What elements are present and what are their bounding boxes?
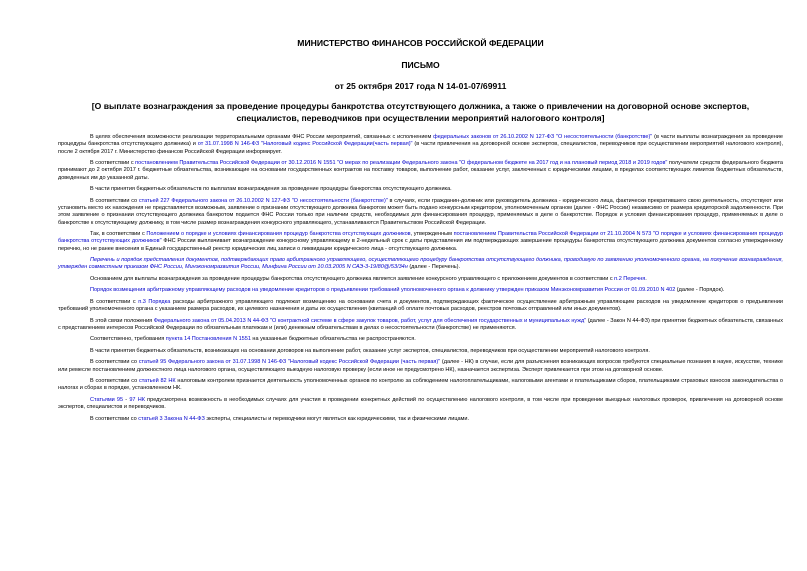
paragraph-text: (далее - Закон N 44-ФЗ) при принятии бюджетных обязательств, связанных с представлением интересов Российской Федерации по обязательным платежам и (или) денежным обязательствам в делах о несостоятельности (банкротстве) не применяются. <box>58 317 784 331</box>
paragraph-text: В этой связи положения <box>90 317 154 324</box>
paragraph <box>58 160 783 182</box>
paragraph-text: В соответствии со <box>90 415 139 422</box>
paragraph <box>58 287 783 294</box>
document-link[interactable]: от 31.07.1998 N 146-ФЗ "Налоговый кодекс Российской Федерации(часть первая)" <box>197 141 413 148</box>
paragraph-text: предусмотрена возможность в необходимых случаях для участия в проведении конкретных действий по осуществлению налогового контроля, в том числе при проведении выездных налоговых проверок, привлечения на договорной основе экспертов, специалистов и переводчиков. <box>58 396 783 411</box>
paragraph-text: эксперты, специалисты и переводчики могут являться как юридическими, так и физическими лицами. <box>204 415 469 422</box>
paragraph-text: В соответствии со <box>90 378 139 385</box>
paragraph <box>58 257 783 272</box>
paragraph <box>58 416 783 423</box>
paragraph-text: В соответствии со <box>90 197 139 204</box>
paragraph <box>58 318 783 333</box>
paragraph-text: , утвержденным <box>410 231 454 238</box>
paragraph-text: на указанные бюджетные обязательства не распространяются. <box>250 336 416 343</box>
paragraph <box>58 231 783 253</box>
paragraph-text: Соответственно, требования <box>90 336 166 343</box>
document-link[interactable]: Порядок возмещения арбитражному управляющему расходов на уведомление кредиторов о предъявлении требований уполномоченного органа к должнику утвержден приказом Минэкономразвития России от 01.09.2010 N 402 <box>90 287 676 294</box>
paragraph-text: расходы арбитражного управляющего подлежат возмещению на основании счета и документов, подтверждающих фактическое осуществление арбитражным управляющим расходов на уведомление кредиторов о предъявлении требований уполномоченного органа с указанием размера расходов, их целевого назначения и даты их осуществления (квитанций об оплате почтовых расходов, реестров почтовых отправлений или иных документов). <box>58 298 783 313</box>
paragraph-text: ФНС России выплачивает вознаграждение конкурсному управляющему в 2-недельный срок с даты представления им подтверждающих завершение процедуры банкротства отсутствующего должника документов согласно утвержденному перечню, но не ранее внесения в Единый государственный реестр юридических лиц записи о ликвидации юридического лица - отсутствующего должника. <box>58 238 783 252</box>
paragraph-text: В части принятия бюджетных обязательств по выплатам вознаграждения за проведение процедуры банкротства отсутствующего должника. <box>90 186 452 193</box>
paragraph-text: - <box>123 396 130 403</box>
paragraph-text: (далее - НК) в случае, если для разъяснения возникающих вопросов требуются специальные познания в науке, искусстве, технике или ремесле постановлением должностного лица налогового органа, осуществляющего выездную налоговую проверку (если иное не предусмотрено НК), назначается экспертиза. Эксперт привлекается при этом на договорной основе. <box>58 359 783 373</box>
paragraph-text: В соответствии со <box>90 359 139 366</box>
paragraph <box>58 198 783 227</box>
paragraph-text: . <box>645 275 647 282</box>
document-link[interactable]: Перечень и порядок представления документов, подтверждающих право арбитражного управляющего, осуществляющего процедуру банкротства отсутствующего должника, проводимую по заявлению уполномоченного органа, на получение вознаграждения, утвержден совместным приказом ФНС России, Минэкономразвития России, Минфина России от 10.03.2005 N САЭ-3-19/80@/53/34н <box>58 257 783 271</box>
paragraph <box>58 276 783 283</box>
paragraph <box>58 378 783 393</box>
paragraph <box>58 299 783 314</box>
document-link[interactable]: статьей 227 Федерального закона от 26.10.2002 N 127-ФЗ "О несостоятельности (банкротстве)" <box>138 197 388 204</box>
document-link[interactable]: статьей 3 Закона N 44-ФЗ <box>138 415 205 422</box>
paragraph-text: Так, в соответствии с <box>90 231 147 238</box>
document-link[interactable]: постановлением Правительства Российской Федерации от 21.10.2004 N 573 "О порядке и условиях финансирования процедур банкротства отсутствующих должников" <box>58 231 783 245</box>
document-date-number: от 25 октября 2017 года N 14-01-07/69911 <box>334 81 507 91</box>
paragraph-text: В соответствии с <box>90 160 136 167</box>
document-type: ПИСЬМО <box>401 60 440 70</box>
document-title: [О выплате вознаграждения за проведение процедуры банкротства отсутствующего должника, а также о привлечении на договорной основе экспертов, специалистов, переводчиков при осуществлении мероприятий налогового контроля] <box>91 101 750 123</box>
document-body <box>58 134 783 423</box>
document-link[interactable]: статьей 95 Федерального закона от 31.07.1998 N 146-ФЗ "Налоговый кодекс Российской Федерации (часть первая)" <box>138 359 441 366</box>
document-link[interactable]: статьей 82 НК <box>138 378 176 385</box>
document-link[interactable]: Федерального закона от 05.04.2013 N 44-ФЗ "О контрактной системе в сфере закупок товаров, работ, услуг для обеспечения государственных и муниципальных нужд" <box>153 317 587 324</box>
paragraph <box>58 134 783 156</box>
paragraph <box>58 359 783 374</box>
paragraph-text: налоговым контролем признается деятельность уполномоченных органов по контролю за соблюдением налогоплательщиками, налоговыми агентами и плательщиками сборов, плательщиками страховых взносов законодательства о налогах и сборах в порядке, установленном НК. <box>58 378 783 392</box>
paragraph-text: (далее - Перечень). <box>407 264 461 271</box>
ministry-heading: МИНИСТЕРСТВО ФИНАНСОВ РОССИЙСКОЙ ФЕДЕРАЦИИ <box>297 38 544 48</box>
document-link[interactable]: п.2 Перечня <box>614 275 646 282</box>
document-link[interactable]: п.3 Порядка <box>138 298 171 305</box>
paragraph-text: В части принятия бюджетных обязательств, возникающих на основании договоров на выполнение работ, оказание услуг экспертов, специалистов, переводчиков при осуществлении мероприятий налогового контроля. <box>90 347 650 354</box>
paragraph-text: В соответствии с <box>90 298 139 305</box>
document-link[interactable]: Положением о порядке и условиях финансирования процедур банкротства отсутствующих должников <box>146 231 411 238</box>
paragraph-text: (в части привлечения на договорной основе экспертов, специалистов, переводчиков при осуществлении мероприятий налогового контроля), после 2 октября 2017 г. Министерство финансов Российской Федерации информирует. <box>58 141 783 155</box>
document-link[interactable]: пункта 14 Постановления N 1551 <box>165 336 251 343</box>
document-link[interactable]: Статьями 95 <box>90 396 124 403</box>
document-link[interactable]: постановлением Правительства Российской Федерации от 30.12.2016 N 1551 "О мерах по реализации Федерального закона "О федеральном бюджете на 2017 год и на плановый период 2018 и 2019 годов" <box>135 160 668 167</box>
paragraph <box>58 186 783 193</box>
paragraph-text: В целях обеспечения возможности реализации территориальными органами ФНС России мероприятий, связанных с исполнением <box>90 134 434 140</box>
paragraph-text: (в части выплаты вознаграждения за проведение процедуры банкротства отсутствующего должника) и <box>58 134 783 148</box>
paragraph-text: Основанием для выплаты вознаграждения за проведение процедуры банкротства отсутствующего должника является заявление конкурсного управляющего с приложением документов в соответствии с <box>90 275 615 282</box>
document-link[interactable]: 97 НК <box>129 396 145 403</box>
paragraph-text: (далее - Порядок). <box>675 287 725 294</box>
paragraph-text: в случаях, если гражданин-должник или руководитель должника - юридического лица, фактически прекратившего свою деятельность, отсутствуют или установить место их нахождения не представляется возможным, заявление о признании отсутствующего должника банкротом может быть подано конкурсным кредитором, уполномоченным органом (далее - ФНС России) независимо от размера кредиторской задолженности. При этом заявление о признании отсутствующего должника банкротом подается ФНС России только при наличии средств, необходимых для финансирования процедур, применяемых в деле о банкротстве. Порядок и условия финансирования процедур, применяемых в деле о банкротстве к отсутствующему должнику, в том числе размер вознаграждения конкурсного управляющего, устанавливаются Правительством Российской Федерации. <box>58 197 783 226</box>
document-link[interactable]: федеральных законов от 26.10.2002 N 127-ФЗ "О несостоятельности (банкротстве)" <box>433 134 653 140</box>
paragraph <box>58 348 783 355</box>
paragraph <box>58 336 783 343</box>
paragraph-text: получатели средств федерального бюджета принимают до 2 октября 2017 г. бюджетные обязательства, возникающие на основании государственных контрактов на поставку товаров, выполнение работ, оказание услуг, заключенных с юридическими лицами, в пределах соответствующих лимитов бюджетных обязательств, доведенных им до указанной даты. <box>58 160 783 181</box>
paragraph <box>58 397 783 412</box>
